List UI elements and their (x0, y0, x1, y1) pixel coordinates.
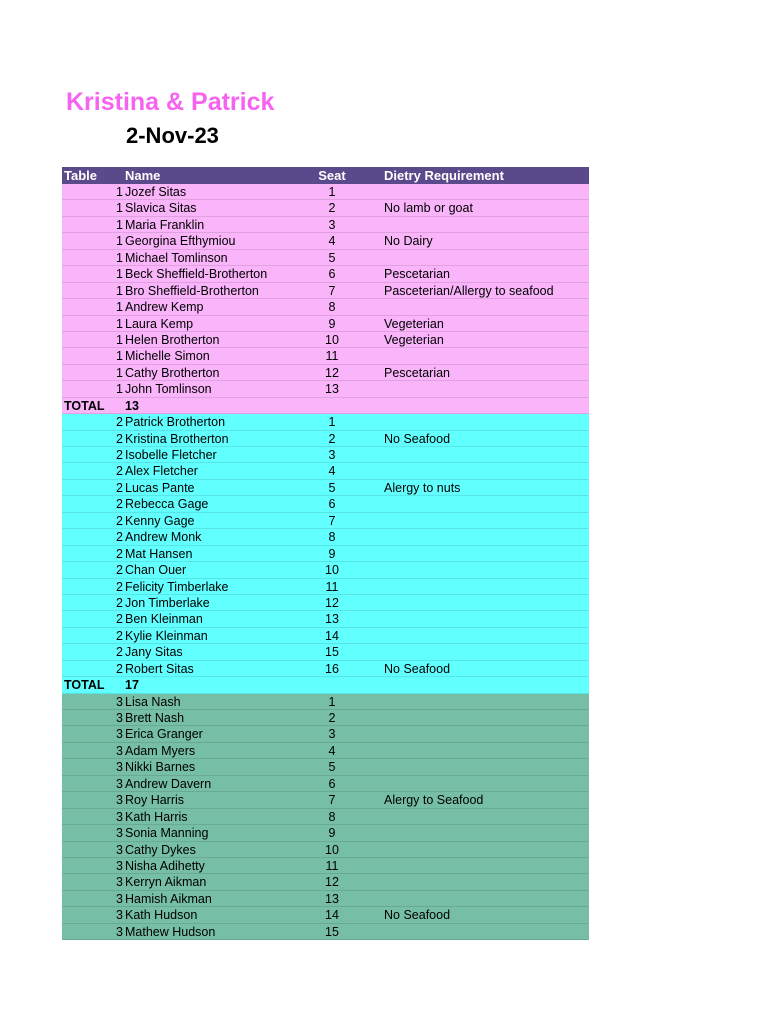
seat-number-cell: 8 (328, 300, 336, 315)
table-row (62, 381, 589, 397)
guest-name-cell: Rebecca Gage (125, 497, 209, 512)
diet-requirement-cell (384, 348, 589, 363)
table-row (62, 414, 589, 430)
diet-requirement-cell: No lamb or goat (384, 201, 473, 216)
table-number-cell: 1 (116, 217, 123, 232)
table-number-cell: 3 (116, 875, 123, 890)
diet-requirement-cell: No Seafood (384, 661, 451, 676)
diet-requirement-cell (384, 891, 589, 906)
table-number-cell: 1 (116, 185, 123, 199)
column-header-table: Table (64, 168, 97, 183)
table-number-cell: 3 (116, 826, 123, 841)
seat-number-cell: 11 (325, 579, 339, 594)
guest-name-cell: Adam Myers (125, 743, 196, 758)
table-number-cell: 2 (116, 448, 123, 462)
seat-number-cell: 1 (328, 185, 336, 199)
table-row (62, 759, 589, 775)
diet-requirement-cell: Vegeterian (384, 316, 444, 331)
table-number-cell: 1 (116, 250, 123, 265)
diet-requirement-cell (384, 595, 589, 610)
table-number-cell: 1 (116, 349, 123, 364)
table-row (62, 710, 589, 726)
guest-name-cell: Bro Sheffield-Brotherton (125, 283, 259, 298)
table-number-cell: 3 (116, 908, 123, 923)
diet-requirement-cell (384, 644, 589, 659)
seat-number-cell: 4 (328, 743, 336, 758)
table-row (62, 463, 589, 479)
table-row (62, 200, 589, 216)
table-row (62, 694, 589, 710)
table-row (62, 529, 589, 545)
table-number-cell: 2 (116, 612, 123, 627)
seat-number-cell: 14 (325, 908, 339, 923)
table-number-cell: 2 (116, 513, 123, 528)
guest-name-cell: Ben Kleinman (125, 612, 203, 627)
guest-name-cell: Andrew Monk (125, 530, 202, 545)
guest-name-cell: Beck Sheffield-Brotherton (125, 267, 268, 282)
guest-name-cell: Robert Sitas (125, 661, 194, 676)
diet-requirement-cell (384, 496, 589, 511)
diet-requirement-cell (384, 743, 589, 758)
guest-name-cell: Laura Kemp (125, 316, 194, 331)
table-row (62, 233, 589, 249)
seat-number-cell: 5 (328, 480, 336, 495)
guest-name-cell: Andrew Davern (125, 776, 212, 791)
seat-number-cell: 9 (328, 546, 336, 561)
diet-requirement-cell (384, 726, 589, 741)
guest-name-cell: Lucas Pante (125, 480, 195, 495)
seat-number-cell: 16 (325, 661, 339, 676)
table-number-cell: 3 (116, 891, 123, 906)
diet-requirement-cell (384, 299, 589, 314)
guest-name-cell: Kerryn Aikman (125, 875, 207, 890)
diet-requirement-cell (384, 447, 589, 462)
page-title: Kristina & Patrick (66, 88, 275, 116)
seat-number-cell: 4 (328, 464, 336, 479)
table-number-cell: 3 (116, 793, 123, 808)
diet-requirement-cell: Alergy to nuts (384, 480, 461, 495)
diet-requirement-cell (384, 611, 589, 626)
guest-name-cell: Michelle Simon (125, 349, 210, 364)
table-row (62, 661, 589, 677)
diet-requirement-cell: Vegeterian (384, 332, 444, 347)
diet-requirement-cell: Pasceterian/Allergy to seafood (384, 283, 554, 298)
seat-number-cell: 6 (328, 776, 336, 791)
table-number-cell: 1 (116, 234, 123, 249)
table-row (62, 809, 589, 825)
diet-requirement-cell (384, 381, 589, 396)
guest-name-cell: Chan Ouer (125, 563, 187, 578)
seat-number-cell: 6 (328, 267, 336, 282)
guest-name-cell: John Tomlinson (125, 382, 212, 397)
seating-table (62, 167, 589, 940)
table-number-cell: 2 (116, 415, 123, 430)
seat-number-cell: 15 (325, 924, 339, 939)
table-number-cell: 3 (116, 858, 123, 873)
table-row (62, 726, 589, 742)
table-row (62, 858, 589, 874)
seat-number-cell: 10 (325, 332, 339, 347)
seat-number-cell: 9 (328, 826, 336, 841)
table-row (62, 332, 589, 348)
table-number-cell: 2 (116, 661, 123, 676)
guest-name-cell: Nikki Barnes (125, 760, 196, 775)
seat-number-cell: 13 (325, 382, 339, 397)
diet-requirement-cell (384, 825, 589, 840)
guest-name-cell: Roy Harris (125, 793, 185, 808)
seat-number-cell: 8 (328, 530, 336, 545)
table-row (62, 513, 589, 529)
seat-number-cell: 5 (328, 760, 336, 775)
guest-name-cell: Kenny Gage (125, 513, 195, 528)
seat-number-cell: 5 (328, 250, 336, 265)
event-date: 2-Nov-23 (126, 123, 219, 148)
total-row (62, 398, 589, 414)
total-label: TOTAL (64, 398, 105, 413)
table-row (62, 628, 589, 644)
table-number-cell: 3 (116, 743, 123, 758)
diet-requirement-cell (384, 546, 589, 561)
column-header-seat: Seat (318, 168, 346, 183)
guest-name-cell: Sonia Manning (125, 826, 209, 841)
table-row (62, 266, 589, 282)
guest-name-cell: Alex Fletcher (125, 464, 198, 479)
diet-requirement-cell (384, 184, 589, 199)
diet-requirement-cell (384, 529, 589, 544)
seat-number-cell: 9 (328, 316, 336, 331)
guest-name-cell: Andrew Kemp (125, 300, 204, 315)
table-row (62, 907, 589, 923)
seat-number-cell: 7 (328, 283, 336, 298)
table-number-cell: 2 (116, 595, 123, 610)
table-number-cell: 3 (116, 760, 123, 775)
diet-requirement-cell (384, 513, 589, 528)
diet-requirement-cell (384, 858, 589, 873)
seat-number-cell: 13 (325, 612, 339, 627)
seat-number-cell: 8 (328, 809, 336, 824)
table-body (62, 184, 589, 940)
guest-name-cell: Jany Sitas (125, 645, 183, 660)
guest-name-cell: Kath Harris (125, 809, 188, 824)
table-number-cell: 2 (116, 480, 123, 495)
table-number-cell: 2 (116, 563, 123, 578)
seat-number-cell: 10 (325, 563, 339, 578)
table-row (62, 316, 589, 332)
seat-number-cell: 12 (325, 875, 339, 890)
seat-number-cell: 3 (328, 727, 336, 742)
table-row (62, 825, 589, 841)
table-number-cell: 3 (116, 711, 123, 725)
diet-requirement-cell (384, 579, 589, 594)
guest-name-cell: Cathy Brotherton (125, 365, 220, 380)
guest-name-cell: Mat Hansen (125, 546, 193, 561)
table-row (62, 792, 589, 808)
table-number-cell: 2 (116, 645, 123, 660)
diet-requirement-cell: No Seafood (384, 908, 451, 923)
table-row (62, 431, 589, 447)
diet-requirement-cell: No Dairy (384, 234, 433, 249)
table-number-cell: 3 (116, 842, 123, 857)
table-number-cell: 2 (116, 431, 123, 446)
table-number-cell: 2 (116, 530, 123, 545)
guest-name-cell: Erica Granger (125, 727, 203, 742)
seat-number-cell: 4 (328, 234, 336, 249)
table-row (62, 283, 589, 299)
table-row (62, 644, 589, 660)
table-number-cell: 3 (116, 694, 123, 709)
table-row (62, 480, 589, 496)
table-row (62, 184, 589, 200)
total-count: 17 (125, 678, 139, 693)
diet-requirement-cell (384, 842, 589, 857)
seat-number-cell: 3 (328, 448, 336, 462)
table-row (62, 891, 589, 907)
table-number-cell: 1 (116, 283, 123, 298)
guest-name-cell: Kristina Brotherton (125, 431, 229, 446)
table-row (62, 743, 589, 759)
table-number-cell: 2 (116, 579, 123, 594)
table-row (62, 365, 589, 381)
guest-name-cell: Hamish Aikman (125, 891, 212, 906)
diet-requirement-cell: Pescetarian (384, 365, 451, 380)
diet-requirement-cell (384, 562, 589, 577)
guest-name-cell: Kylie Kleinman (125, 628, 208, 643)
diet-requirement-cell: No Seafood (384, 431, 451, 446)
table-row (62, 562, 589, 578)
seat-number-cell: 2 (328, 431, 336, 446)
diet-requirement-cell (384, 217, 589, 232)
table-row (62, 579, 589, 595)
table-number-cell: 1 (116, 382, 123, 397)
seat-number-cell: 2 (328, 201, 336, 216)
guest-name-cell: Lisa Nash (125, 694, 181, 709)
table-header-row (62, 167, 589, 184)
table-number-cell: 2 (116, 464, 123, 479)
table-number-cell: 3 (116, 727, 123, 742)
diet-requirement-cell (384, 759, 589, 774)
table-row (62, 924, 589, 940)
table-number-cell: 3 (116, 776, 123, 791)
table-row (62, 299, 589, 315)
diet-requirement-cell (384, 776, 589, 791)
seat-number-cell: 14 (325, 628, 339, 643)
seat-number-cell: 7 (328, 513, 336, 528)
table-row (62, 447, 589, 463)
table-row (62, 776, 589, 792)
table-number-cell: 1 (116, 201, 123, 216)
seat-number-cell: 1 (328, 694, 336, 709)
total-count: 13 (125, 398, 139, 413)
table-number-cell: 3 (116, 809, 123, 824)
guest-name-cell: Maria Franklin (125, 217, 205, 232)
diet-requirement-cell (384, 414, 589, 429)
diet-requirement-cell (384, 463, 589, 478)
total-row (62, 677, 589, 693)
table-number-cell: 1 (116, 332, 123, 347)
seat-number-cell: 3 (328, 217, 336, 232)
guest-name-cell: Helen Brotherton (125, 332, 220, 347)
table-number-cell: 3 (116, 924, 123, 939)
guest-name-cell: Kath Hudson (125, 908, 198, 923)
table-row (62, 842, 589, 858)
guest-name-cell: Isobelle Fletcher (125, 448, 217, 462)
guest-name-cell: Patrick Brotherton (125, 415, 226, 430)
seat-number-cell: 11 (325, 349, 339, 364)
table-row (62, 496, 589, 512)
diet-requirement-cell (384, 809, 589, 824)
seat-number-cell: 12 (325, 595, 339, 610)
table-row (62, 217, 589, 233)
seat-number-cell: 10 (325, 842, 339, 857)
guest-name-cell: Georgina Efthymiou (125, 234, 236, 249)
table-number-cell: 1 (116, 365, 123, 380)
guest-name-cell: Michael Tomlinson (125, 250, 228, 265)
guest-name-cell: Brett Nash (125, 711, 185, 725)
seat-number-cell: 6 (328, 497, 336, 512)
table-number-cell: 1 (116, 267, 123, 282)
table-row (62, 348, 589, 364)
table-number-cell: 1 (116, 300, 123, 315)
guest-name-cell: Mathew Hudson (125, 924, 216, 939)
guest-name-cell: Slavica Sitas (125, 201, 197, 216)
diet-requirement-cell (384, 250, 589, 265)
seat-number-cell: 13 (325, 891, 339, 906)
guest-name-cell: Cathy Dykes (125, 842, 196, 857)
guest-name-cell: Jozef Sitas (125, 185, 187, 199)
table-number-cell: 1 (116, 316, 123, 331)
table-number-cell: 2 (116, 628, 123, 643)
diet-requirement-cell (384, 874, 589, 889)
diet-requirement-cell: Pescetarian (384, 267, 451, 282)
table-row (62, 611, 589, 627)
table-number-cell: 2 (116, 546, 123, 561)
guest-name-cell: Nisha Adihetty (125, 858, 205, 873)
total-label: TOTAL (64, 678, 105, 693)
guest-name-cell: Felicity Timberlake (125, 579, 229, 594)
seat-number-cell: 1 (328, 415, 336, 430)
diet-requirement-cell (384, 924, 589, 939)
seat-number-cell: 11 (325, 858, 339, 873)
guest-name-cell: Jon Timberlake (125, 595, 210, 610)
seat-number-cell: 12 (325, 365, 339, 380)
table-row (62, 250, 589, 266)
seat-number-cell: 15 (325, 645, 339, 660)
diet-requirement-cell (384, 710, 589, 725)
seat-number-cell: 2 (328, 711, 336, 725)
diet-requirement-cell (384, 694, 589, 709)
table-row (62, 874, 589, 890)
table-row (62, 595, 589, 611)
seat-number-cell: 7 (328, 793, 336, 808)
table-row (62, 546, 589, 562)
diet-requirement-cell: Alergy to Seafood (384, 793, 484, 808)
column-header-diet: Dietry Requirement (384, 168, 504, 183)
table-number-cell: 2 (116, 497, 123, 512)
column-header-name: Name (125, 168, 161, 183)
diet-requirement-cell (384, 628, 589, 643)
